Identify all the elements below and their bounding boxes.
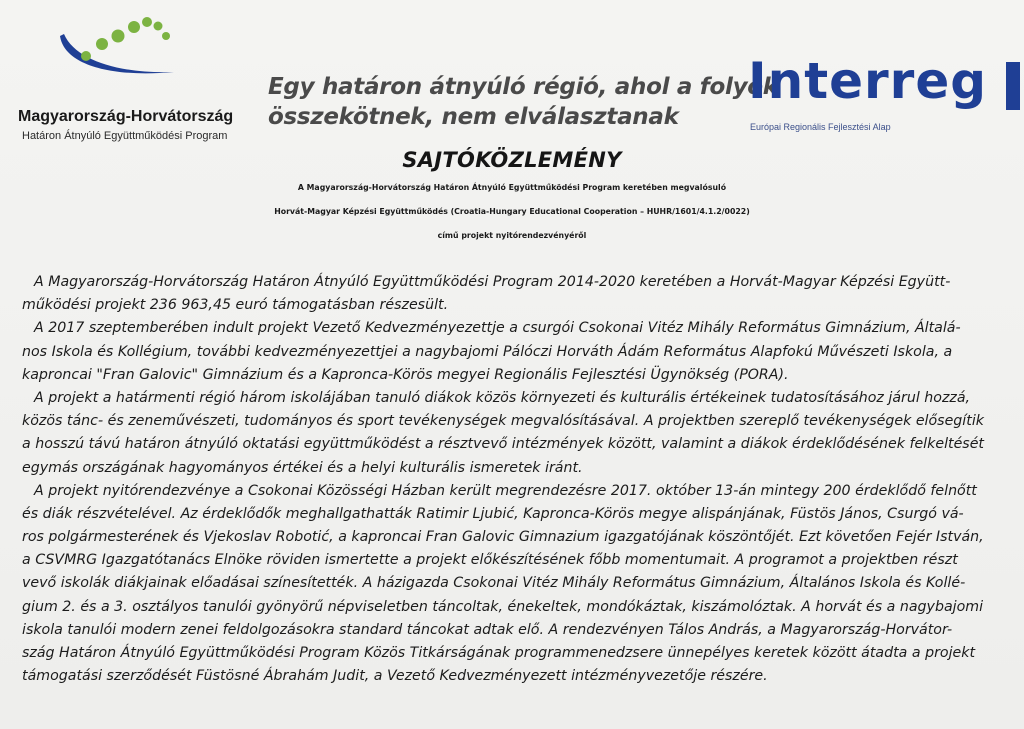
slogan	[268, 72, 778, 132]
interreg-logo	[748, 52, 1024, 142]
body-line: iskola tanulói modern zenei feldolgozásokra standard táncokat adtak elő. A rendezvényen Tálos András, a Magyarország-Horvátor-	[22, 621, 953, 638]
logo-subtitle: Határon Átnyúló Együttműködési Program	[22, 130, 228, 142]
logo-dot	[96, 38, 108, 50]
slogan-line-2: összekötnek, nem elválasztanak	[268, 104, 679, 130]
body-line: és diák részvételével. Az érdeklődők meghallgathatták Ratimir Ljubić, Kapronca-Körös megye alispánjának, Füstös János, Csurgó vá-	[22, 505, 964, 522]
heading-line-1: A Magyarország-Horvátország Határon Átnyúló Együttműködési Program keretében megvalósuló	[297, 183, 727, 192]
program-logo	[14, 14, 254, 144]
body-line: A projekt nyitórendezvénye a Csokonai Közösségi Házban került megrendezésre 2017. október 13-án mintegy 200 érdeklődő felnőtt	[34, 482, 977, 499]
body-line: egymás országának hagyományos értékei és a helyi kulturális ismeretek iránt.	[22, 459, 583, 476]
logo-dot	[154, 22, 163, 31]
body-line: működési projekt 236 963,45 euró támogatásban részesült.	[22, 297, 449, 314]
body-text	[22, 271, 1014, 688]
interreg-wordmark: Interreg	[748, 52, 988, 110]
heading-line-3: című projekt nyitórendezvényéről	[437, 231, 587, 240]
body-line: nos Iskola és Kollégium, további kedvezményezettjei a nagybajomi Pálóczi Horváth Ádám Református Alapfokú Művészeti Iskola, a	[22, 343, 953, 360]
press-release-title: SAJTÓKÖZLEMÉNY	[402, 148, 622, 172]
interreg-subtitle: Európai Regionális Fejlesztési Alap	[750, 122, 891, 132]
body-line: vevő iskolák diákjainak előadásai színesítették. A házigazda Csokonai Vitéz Mihály Református Gimnázium, Általános Iskola és Kollé-	[22, 575, 966, 592]
body-line: kaproncai "Fran Galovic" Gimnázium és a Kapronca-Körös megyei Regionális Fejlesztési Ügynökség (PORA).	[22, 366, 789, 383]
body-line: A 2017 szeptemberében indult projekt Vezető Kedvezményezettje a csurgói Csokonai Vitéz Mihály Református Gimnázium, Általá-	[34, 320, 961, 337]
logo-dot	[162, 32, 170, 40]
logo-title: Magyarország-Horvátország	[18, 108, 234, 125]
logo-dot	[81, 51, 91, 61]
program-logo-mark	[54, 14, 184, 104]
body-line: gium 2. és a 3. osztályos tanulói gyönyörű népviseletben táncoltak, énekeltek, mondókáztak, kiszámolóztak. A horvát és a nagybajomi	[22, 598, 984, 615]
body-line: támogatási szerződését Füstösné Ábrahám Judit, a Vezető Kedvezményezett intézményvezetője részére.	[22, 668, 768, 685]
body-line: a CSVMRG Igazgatótanács Elnöke röviden ismertette a projekt előkészítésének főbb momentumait. A programot a projektben részt	[22, 552, 958, 569]
logo-dot	[112, 30, 125, 43]
body-line: A projekt a határmenti régió három iskolájában tanuló diákok közös környezeti és kulturális értékeinek tudatosításához járul hozzá,	[34, 389, 971, 406]
body-line: a hosszú távú határon átnyúló oktatási együttműködést a résztvevő intézmények között, valamint a diákok érdeklődésének felkeltését	[22, 436, 984, 453]
heading-line-2: Horvát-Magyar Képzési Együttműködés (Croatia-Hungary Educational Cooperation – HUHR/1601/4.1.2/0022)	[274, 207, 750, 216]
slogan-line-1: Egy határon átnyúló régió, ahol a folyók	[268, 74, 778, 100]
body-line: A Magyarország-Horvátország Határon Átnyúló Együttműködési Program 2014-2020 keretében a Horvát-Magyar Képzési Együtt-	[34, 274, 951, 290]
interreg-flag-bar	[1006, 62, 1020, 110]
logo-dot	[128, 21, 140, 33]
body-line: ros polgármesterének és Vjekoslav Robotić, a kaproncai Fran Galovic Gimnazium igazgatójának köszöntőjét. Ezt követően Fejér István,	[22, 529, 984, 546]
logo-dot	[142, 17, 152, 27]
body-line: közös tánc- és zeneművészeti, tudományos és sport tevékenységek megvalósításával. A projektben szereplő tevékenységek elősegítik	[22, 413, 984, 430]
body-line: szág Határon Átnyúló Együttműködési Program Közös Titkárságának programmenedzsere ünnepélyes keretek között átadta a projekt	[22, 645, 976, 661]
